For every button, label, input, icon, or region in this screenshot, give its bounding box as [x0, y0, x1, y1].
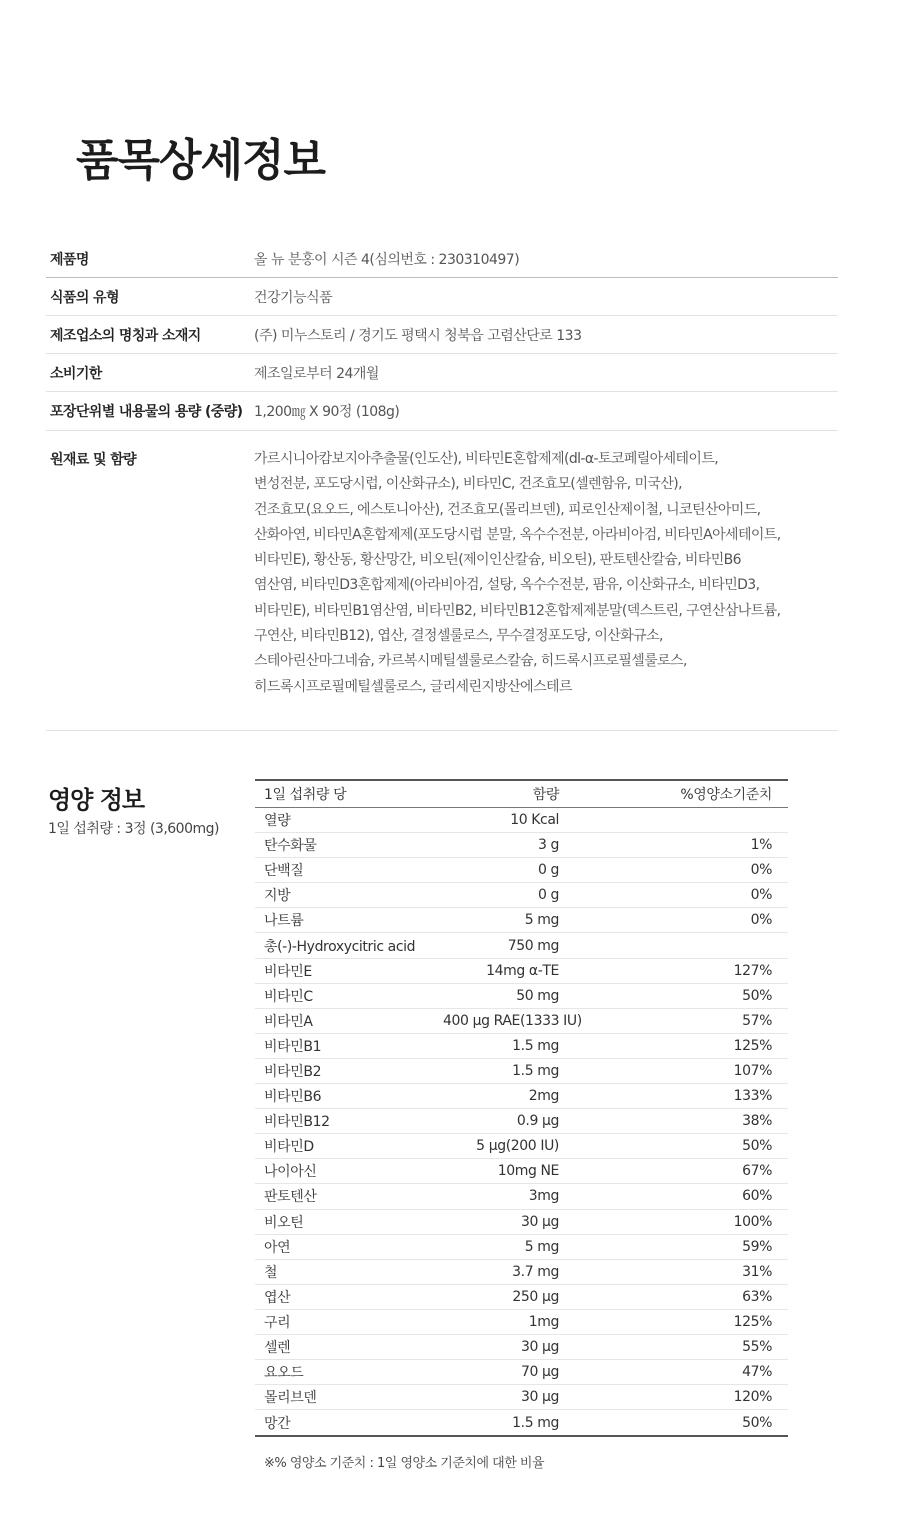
nutrient-daily-value: 47%: [742, 1364, 772, 1381]
nutrient-amount: 250 μg: [512, 1288, 559, 1305]
nutrient-name: 열량: [264, 813, 291, 830]
info-row-ingredients: [46, 430, 838, 731]
nutrient-amount: 30 μg: [520, 1339, 559, 1356]
nutrient-amount: 0 g: [537, 862, 559, 879]
info-label: 식품의 유형: [50, 289, 119, 306]
nutrition-row: [255, 1235, 788, 1260]
nutrition-row: [255, 908, 788, 933]
nutrient-name: 셀렌: [264, 1340, 291, 1357]
nutrient-amount: 3mg: [528, 1188, 559, 1205]
nutrition-row: [255, 1385, 788, 1410]
nutrient-amount: 3.7 mg: [512, 1263, 559, 1280]
nutrient-daily-value: 63%: [742, 1288, 772, 1305]
nutrition-row: [255, 959, 788, 984]
header-per-serving: 1일 섭취량 당: [264, 787, 347, 803]
nutrient-amount: 400 μg RAE(1333 IU): [443, 1012, 582, 1029]
nutrient-amount: 1mg: [528, 1313, 559, 1330]
nutrient-daily-value: 127%: [733, 962, 772, 979]
nutrient-daily-value: 57%: [742, 1012, 772, 1029]
nutrient-name: 몰리브덴: [264, 1390, 317, 1407]
info-label: 원재료 및 함량: [50, 452, 137, 468]
ingredient-line: 구연산, 비타민B12), 엽산, 결정셀룰로스, 무수결정포도당, 이산화규소,: [254, 628, 663, 645]
nutrition-row: [255, 1360, 788, 1385]
nutrient-daily-value: 0%: [750, 862, 772, 879]
nutrient-daily-value: 55%: [742, 1339, 772, 1356]
nutrient-daily-value: 120%: [733, 1389, 772, 1406]
nutrient-name: 나이아신: [264, 1164, 317, 1181]
nutrient-daily-value: 50%: [742, 1414, 772, 1431]
nutrient-daily-value: 1%: [750, 837, 772, 854]
nutrient-name: 구리: [264, 1314, 291, 1331]
nutrient-amount: 0 g: [537, 887, 559, 904]
ingredient-line: 변성전분, 포도당시럽, 이산화규소), 비타민C, 건조효모(셀렌함유, 미국산),: [254, 476, 682, 493]
nutrition-title: 영양 정보: [48, 786, 145, 814]
nutrition-row: [255, 1084, 788, 1109]
nutrition-table-header: [255, 781, 788, 808]
nutrient-name: 비타민A: [264, 1013, 313, 1030]
nutrient-name: 비타민B6: [264, 1089, 322, 1106]
nutrient-name: 나트륨: [264, 913, 304, 930]
nutrient-name: 비타민B2: [264, 1063, 322, 1080]
info-row-manufacturer: [46, 316, 838, 354]
nutrient-daily-value: 50%: [742, 1138, 772, 1155]
nutrient-amount: 2mg: [528, 1088, 559, 1105]
info-value: 1,200㎎ X 90정 (108g): [254, 404, 400, 420]
nutrition-row: [255, 933, 788, 958]
info-row-package-volume: [46, 392, 838, 430]
nutrient-amount: 1.5 mg: [512, 1062, 559, 1079]
nutrition-row: [255, 858, 788, 883]
nutrient-daily-value: 107%: [733, 1062, 772, 1079]
nutrition-row: [255, 1285, 788, 1310]
nutrient-amount: 30 μg: [520, 1389, 559, 1406]
nutrition-row: [255, 1410, 788, 1435]
ingredient-line: 산화아연, 비타민A혼합제제(포도당시럽 분말, 옥수수전분, 아라비아검, 비타민A아세테이트,: [254, 526, 781, 543]
ingredients-text: [254, 447, 838, 700]
nutrient-amount: 5 mg: [524, 1238, 559, 1255]
nutrient-name: 요오드: [264, 1365, 304, 1382]
nutrition-row: [255, 833, 788, 858]
serving-size: 1일 섭취량 : 3정 (3,600mg): [48, 821, 219, 837]
nutrient-name: 비타민D: [264, 1139, 314, 1156]
ingredient-line: 염산염, 비타민D3혼합제제(아라비아검, 설탕, 옥수수전분, 팜유, 이산화규소, 비타민D3,: [254, 577, 760, 594]
nutrient-amount: 750 mg: [507, 937, 559, 954]
info-label: 소비기한: [50, 365, 102, 382]
header-daily-value: %영양소기준치: [680, 787, 772, 803]
info-value: 올 뉴 분홍이 시즌 4(심의번호 : 230310497): [254, 251, 520, 268]
nutrient-name: 망간: [264, 1415, 291, 1432]
info-value: (주) 미누스토리 / 경기도 평택시 청북읍 고렴산단로 133: [254, 327, 582, 344]
info-label: 제품명: [50, 251, 89, 268]
nutrient-daily-value: 0%: [750, 887, 772, 904]
nutrient-daily-value: 59%: [742, 1238, 772, 1255]
nutrient-amount: 70 μg: [520, 1364, 559, 1381]
nutrient-daily-value: 133%: [733, 1088, 772, 1105]
nutrient-daily-value: 50%: [742, 987, 772, 1004]
nutrition-row: [255, 1159, 788, 1184]
nutrient-daily-value: 125%: [733, 1313, 772, 1330]
nutrition-row: [255, 1109, 788, 1134]
nutrient-name: 비타민B1: [264, 1038, 322, 1055]
ingredient-line: 히드록시프로필메틸셀룰로스, 글리세린지방산에스테르: [254, 678, 572, 695]
nutrition-row: [255, 883, 788, 908]
nutrient-name: 철: [264, 1264, 278, 1281]
nutrient-amount: 30 μg: [520, 1213, 559, 1230]
info-row-food-type: [46, 278, 838, 316]
nutrition-row: [255, 1335, 788, 1360]
nutrient-amount: 5 mg: [524, 912, 559, 929]
nutrition-table: [255, 779, 788, 1437]
nutrient-name: 아연: [264, 1239, 291, 1256]
nutrient-amount: 10mg NE: [497, 1163, 559, 1180]
nutrient-name: 비타민B12: [264, 1114, 330, 1131]
nutrition-row: [255, 1210, 788, 1235]
info-row-expiry: [46, 354, 838, 392]
info-value: 건강기능식품: [254, 289, 333, 306]
info-value: 제조일로부터 24개월: [254, 365, 379, 382]
nutrient-amount: 10 Kcal: [510, 812, 559, 829]
nutrient-daily-value: 125%: [733, 1037, 772, 1054]
nutrient-name: 총(-)-Hydroxycitric acid: [264, 938, 416, 955]
nutrient-amount: 50 mg: [516, 987, 559, 1004]
header-amount: 함량: [532, 787, 559, 803]
nutrient-amount: 5 μg(200 IU): [476, 1138, 559, 1155]
nutrition-row: [255, 808, 788, 833]
nutrient-amount: 0.9 μg: [516, 1113, 559, 1130]
nutrient-name: 비타민E: [264, 963, 312, 980]
nutrient-name: 단백질: [264, 863, 304, 880]
nutrition-row: [255, 1260, 788, 1285]
nutrient-daily-value: 67%: [742, 1163, 772, 1180]
nutrient-name: 판토텐산: [264, 1189, 317, 1206]
nutrient-daily-value: 100%: [733, 1213, 772, 1230]
ingredient-line: 스테아린산마그네슘, 카르복시메틸셀룰로스칼슘, 히드록시프로필셀룰로스,: [254, 653, 687, 670]
ingredient-line: 비타민E), 황산동, 황산망간, 비오틴(제이인산칼슘, 비오틴), 판토텐산칼슘, 비타민B6: [254, 552, 741, 569]
nutrient-name: 비타민C: [264, 988, 313, 1005]
nutrient-amount: 3 g: [537, 837, 559, 854]
nutrition-row: [255, 1059, 788, 1084]
ingredient-line: 비타민E), 비타민B1염산염, 비타민B2, 비타민B12혼합제제분말(덱스트린, 구연산삼나트륨,: [254, 602, 781, 619]
nutrition-row: [255, 1009, 788, 1034]
nutrition-row: [255, 984, 788, 1009]
nutrition-row: [255, 1134, 788, 1159]
info-label: 포장단위별 내용물의 용량 (중량): [50, 404, 243, 420]
nutrient-name: 지방: [264, 888, 291, 905]
ingredient-line: 건조효모(요오드, 에스토니아산), 건조효모(몰리브덴), 피로인산제이철, 니코틴산아미드,: [254, 501, 761, 518]
nutrient-amount: 14mg α-TE: [486, 962, 559, 979]
footnote: ※% 영양소 기준치 : 1일 영양소 기준치에 대한 비율: [264, 1456, 544, 1471]
nutrient-name: 엽산: [264, 1289, 291, 1306]
nutrition-row: [255, 1184, 788, 1209]
nutrition-row: [255, 1034, 788, 1059]
nutrition-row: [255, 1310, 788, 1335]
nutrient-daily-value: 38%: [742, 1113, 772, 1130]
page-title: 품목상세정보: [76, 135, 326, 186]
nutrient-daily-value: 60%: [742, 1188, 772, 1205]
nutrient-daily-value: 0%: [750, 912, 772, 929]
product-info-table: [46, 240, 838, 731]
nutrient-name: 비오틴: [264, 1214, 304, 1231]
nutrient-daily-value: 31%: [742, 1263, 772, 1280]
info-row-product-name: [46, 240, 838, 278]
nutrient-amount: 1.5 mg: [512, 1037, 559, 1054]
ingredient-line: 가르시니아캄보지아추출물(인도산), 비타민E혼합제제(dl-α-토코페릴아세테이트,: [254, 451, 719, 467]
nutrient-name: 탄수화물: [264, 838, 317, 855]
info-label: 제조업소의 명칭과 소재지: [50, 327, 201, 344]
nutrient-amount: 1.5 mg: [512, 1414, 559, 1431]
